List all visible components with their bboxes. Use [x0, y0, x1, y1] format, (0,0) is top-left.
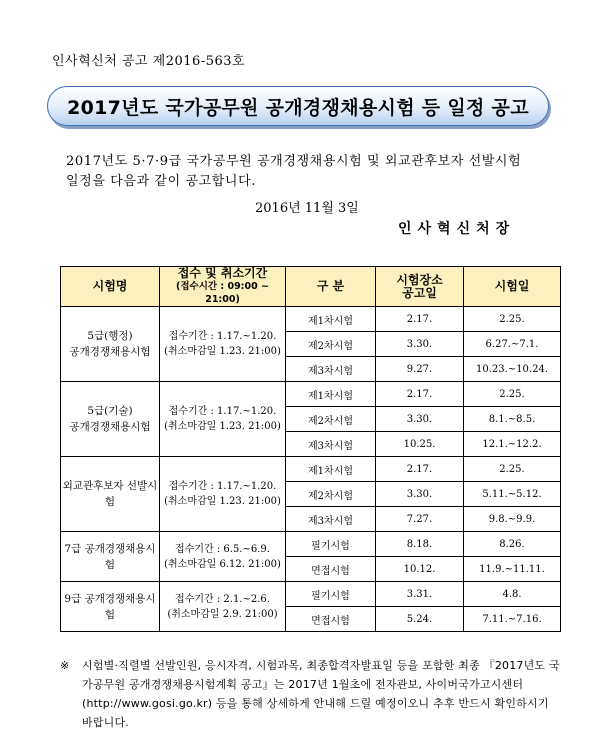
exam-date-cell: 8.26.: [464, 532, 561, 557]
reference-mark: ※: [60, 659, 70, 672]
registration-period-cell: [160, 382, 286, 457]
exam-name-line-1: 9급 공개경쟁채용시험: [64, 592, 156, 621]
intro-line-1: 2017년도 5·7·9급 국가공무원 공개경쟁채용시험 및 외교관후보자 선발시험: [66, 154, 522, 169]
division-cell: 제3차시험: [286, 432, 376, 457]
division-cell: 제3차시험: [286, 507, 376, 532]
table-row: [61, 307, 561, 332]
exam-date-cell: 12.1.~12.2.: [464, 432, 561, 457]
exam-name-line-2: 공개경쟁채용시험: [69, 346, 151, 358]
cancellation-deadline: (취소마감일 1.23. 21:00): [164, 346, 281, 357]
table-row: [61, 532, 561, 557]
announcement-date: 2016년 11월 3일: [255, 201, 359, 216]
cancellation-deadline: (취소마감일 1.23. 21:00): [164, 421, 281, 432]
header-period: [160, 267, 286, 307]
footnote: [60, 656, 560, 732]
division-cell: 제1차시험: [286, 307, 376, 332]
division-cell: 필기시험: [286, 582, 376, 607]
division-cell: 제2차시험: [286, 482, 376, 507]
exam-name-cell: [61, 307, 160, 382]
page-title: 2017년도 국가공무원 공개경쟁채용시험 등 일정 공고: [67, 96, 529, 119]
registration-period-cell: [160, 532, 286, 582]
footnote-text: 시험별·직렬별 선발인원, 응시자격, 시험과목, 최종합격자발표일 등을 포함한 최종 『2017년도 국가공무원 공개경쟁채용시험계획 공고』는 2017년 1월초에 전자관보, 사이버국가고시센터(http://www.gosi.go.kr) 등을 통해 상세하게 안내해 드릴 예정이오니 추후 반드시 확인하시기 바랍니다.: [82, 659, 560, 729]
exam-date-cell: 2.25.: [464, 382, 561, 407]
header-exam-date: 시험일: [464, 267, 561, 307]
venue-notice-date-cell: 7.27.: [376, 507, 464, 532]
intro-paragraph: [66, 152, 546, 192]
venue-notice-date-cell: 3.31.: [376, 582, 464, 607]
exam-schedule-table: [60, 266, 561, 632]
exam-name-line-1: 5급(행정): [87, 330, 133, 342]
registration-period: 접수기간 : 2.1.~2.6.: [175, 593, 270, 605]
header-notice-date: [376, 267, 464, 307]
exam-date-cell: 9.8.~9.9.: [464, 507, 561, 532]
exam-date-cell: 2.25.: [464, 307, 561, 332]
division-cell: 제2차시험: [286, 407, 376, 432]
venue-notice-date-cell: 2.17.: [376, 382, 464, 407]
exam-name-cell: [61, 382, 160, 457]
registration-period-cell: [160, 582, 286, 632]
header-notice-line-1: 시험장소: [396, 272, 443, 287]
venue-notice-date-cell: 3.30.: [376, 482, 464, 507]
exam-date-cell: 10.23.~10.24.: [464, 357, 561, 382]
division-cell: 제2차시험: [286, 332, 376, 357]
header-period-label: 접수 및 취소기간: [177, 266, 268, 280]
exam-date-cell: 2.25.: [464, 457, 561, 482]
intro-line-2: 일정을 다음과 같이 공고합니다.: [66, 174, 256, 189]
division-cell: 제3차시험: [286, 357, 376, 382]
table-row: [61, 382, 561, 407]
venue-notice-date-cell: 5.24.: [376, 607, 464, 632]
notice-number: 인사혁신처 공고 제2016-563호: [52, 54, 246, 69]
exam-date-cell: 6.27.~7.1.: [464, 332, 561, 357]
registration-period: 접수기간 : 1.17.~1.20.: [168, 481, 277, 492]
exam-name-cell: [61, 582, 160, 632]
header-exam-name: 시험명: [61, 267, 160, 307]
division-cell: 면접시험: [286, 607, 376, 632]
exam-date-cell: 7.11.~7.16.: [464, 607, 561, 632]
exam-name-cell: [61, 532, 160, 582]
exam-name-line-1: 외교관후보자 선발시험: [62, 480, 158, 508]
table-header-row: [61, 267, 561, 307]
cancellation-deadline: (취소마감일 6.12. 21:00): [164, 558, 281, 570]
exam-date-cell: 8.1.~8.5.: [464, 407, 561, 432]
venue-notice-date-cell: 8.18.: [376, 532, 464, 557]
venue-notice-date-cell: 3.30.: [376, 332, 464, 357]
table-row: [61, 457, 561, 482]
venue-notice-date-cell: 10.12.: [376, 557, 464, 582]
registration-period: 접수기간 : 6.5.~6.9.: [175, 543, 270, 555]
division-cell: 제1차시험: [286, 457, 376, 482]
registration-period-cell: [160, 457, 286, 532]
exam-date-cell: 4.8.: [464, 582, 561, 607]
registration-period: 접수기간 : 1.17.~1.20.: [168, 406, 277, 417]
division-cell: 면접시험: [286, 557, 376, 582]
header-period-hours: (접수시간 : 09:00 ~ 21:00): [176, 281, 269, 305]
exam-name-line-1: 5급(기술): [87, 405, 133, 417]
venue-notice-date-cell: 10.25.: [376, 432, 464, 457]
venue-notice-date-cell: 2.17.: [376, 457, 464, 482]
exam-date-cell: 11.9.~11.11.: [464, 557, 561, 582]
header-notice-line-2: 공고일: [402, 285, 437, 300]
division-cell: 제1차시험: [286, 382, 376, 407]
exam-name-cell: [61, 457, 160, 532]
registration-period-cell: [160, 307, 286, 382]
venue-notice-date-cell: 3.30.: [376, 407, 464, 432]
venue-notice-date-cell: 2.17.: [376, 307, 464, 332]
exam-name-line-1: 7급 공개경쟁채용시험: [64, 542, 156, 571]
table-row: [61, 582, 561, 607]
registration-period: 접수기간 : 1.17.~1.20.: [168, 331, 277, 342]
exam-name-line-2: 공개경쟁채용시험: [69, 421, 151, 433]
header-division: 구 분: [286, 267, 376, 307]
division-cell: 필기시험: [286, 532, 376, 557]
cancellation-deadline: (취소마감일 1.23. 21:00): [164, 496, 281, 507]
exam-date-cell: 5.11.~5.12.: [464, 482, 561, 507]
title-banner: [47, 86, 549, 126]
issuer-signature: 인사혁신처장: [398, 221, 516, 237]
cancellation-deadline: (취소마감일 2.9. 21:00): [167, 608, 278, 620]
venue-notice-date-cell: 9.27.: [376, 357, 464, 382]
